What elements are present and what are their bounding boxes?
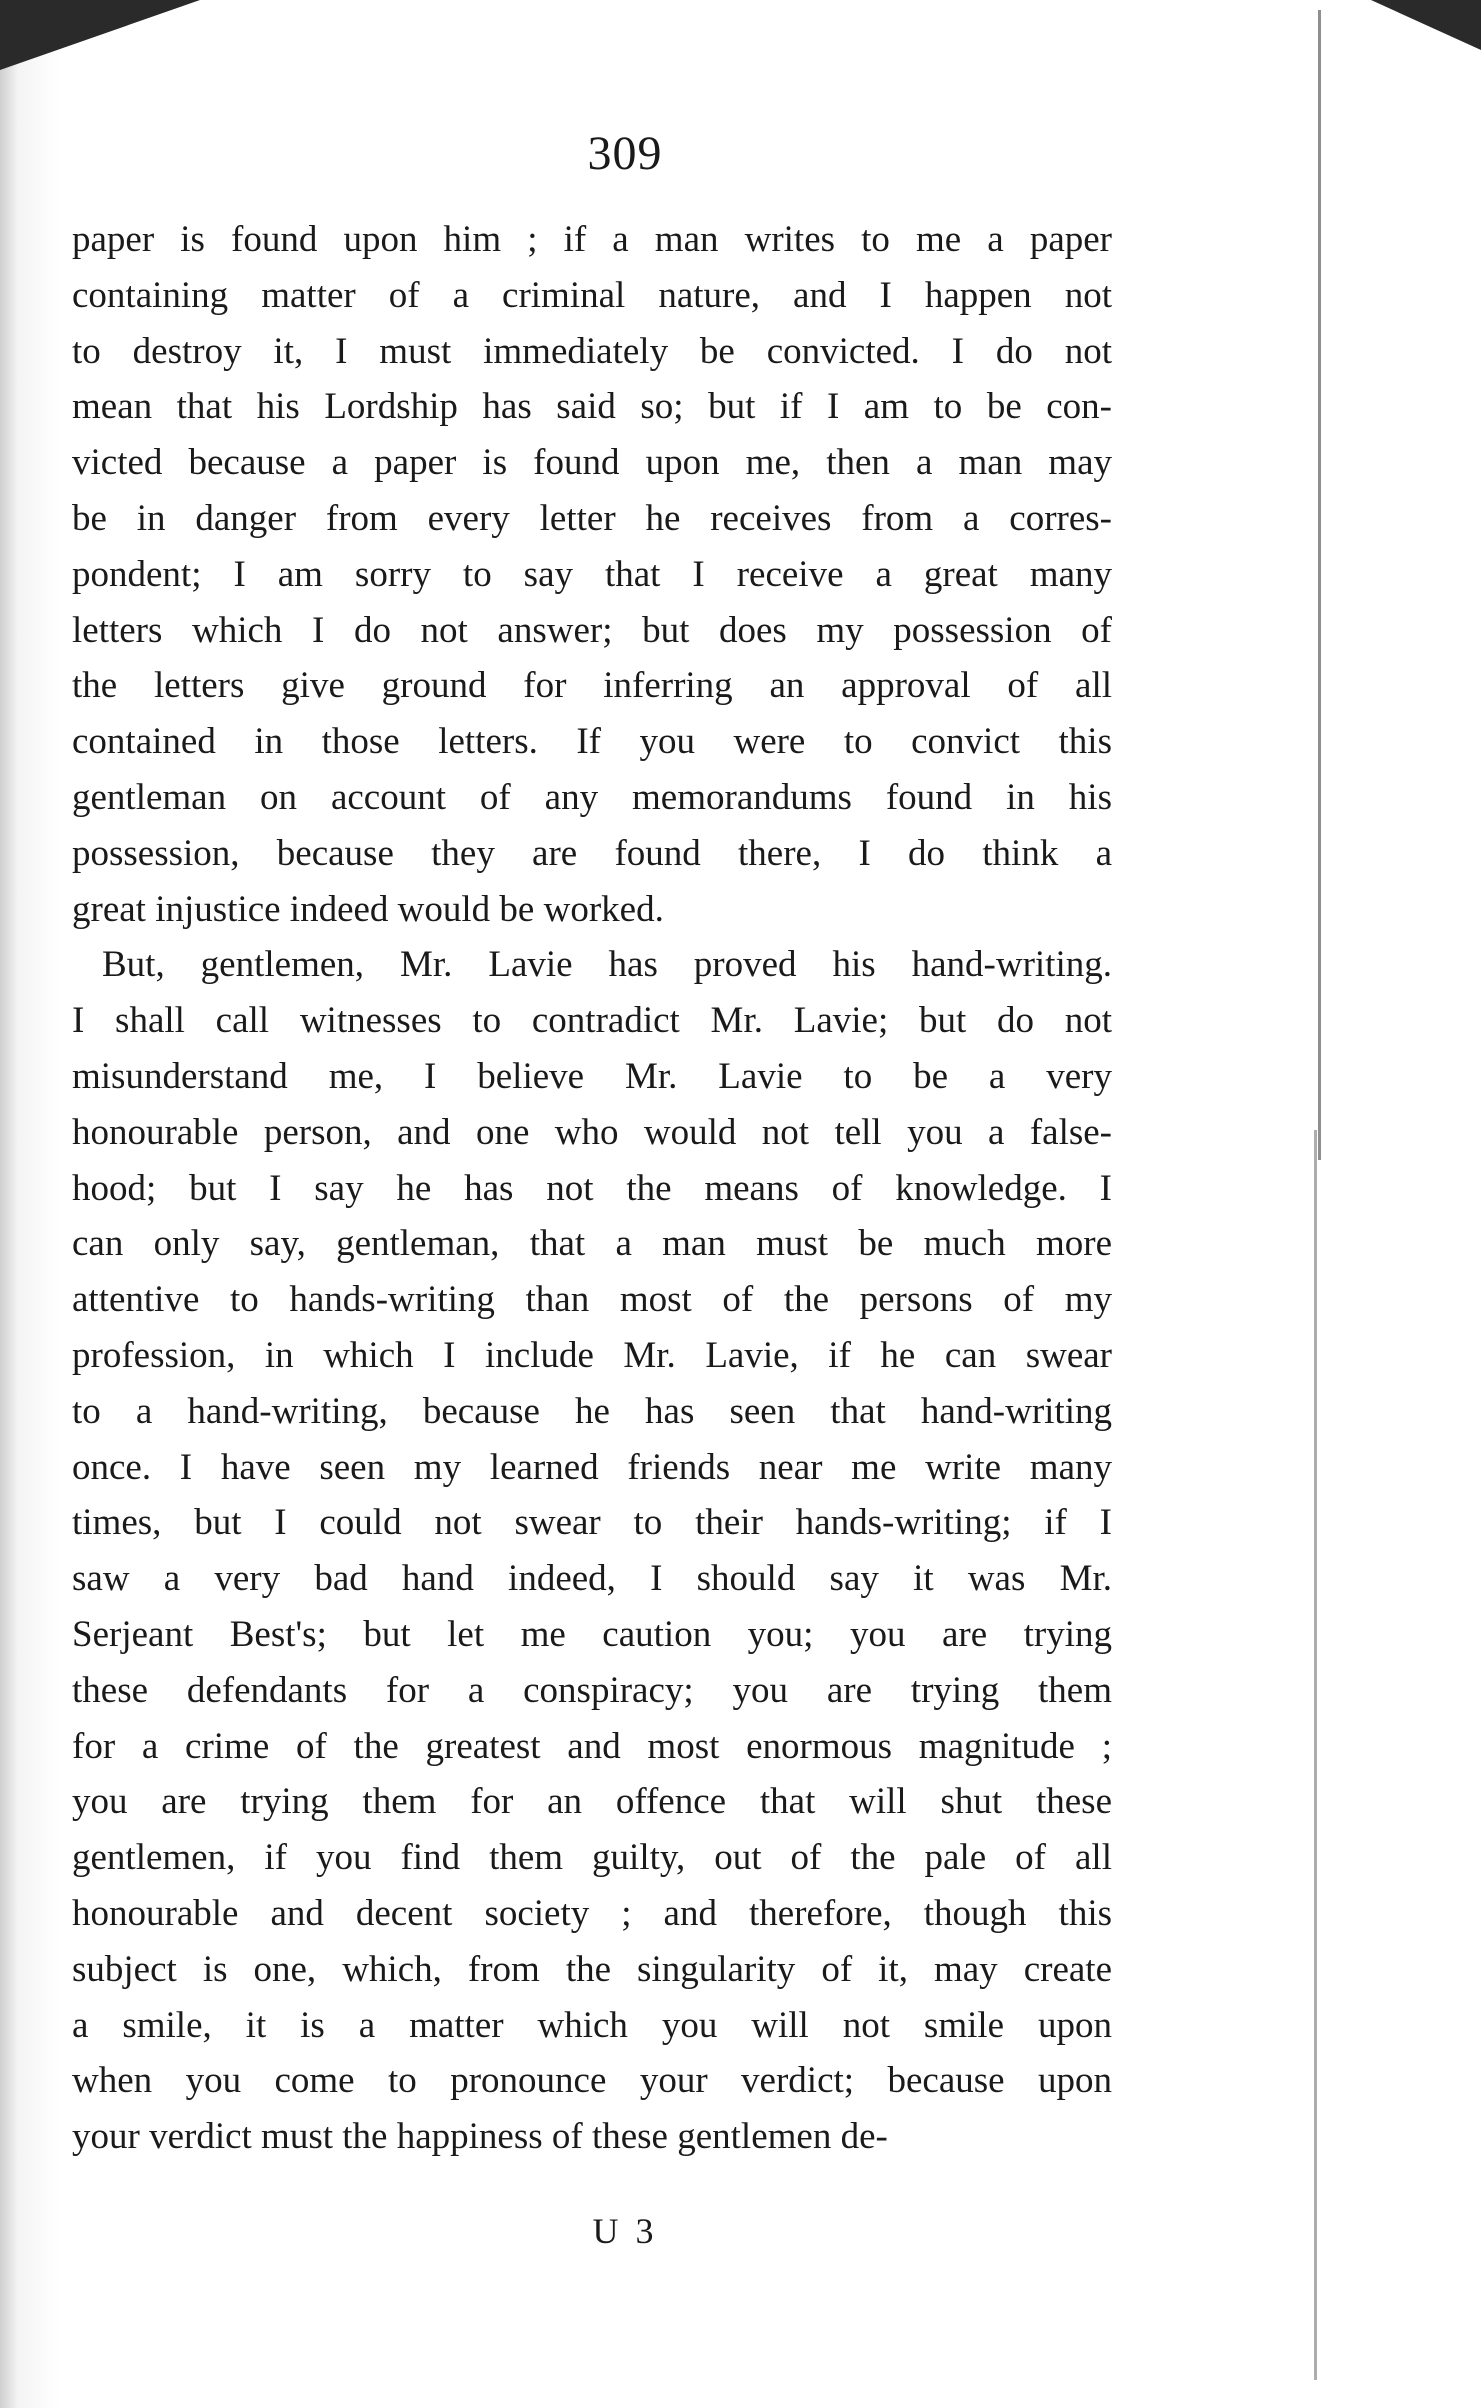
text-line: honourable and decent society ; and therefore, though this bbox=[72, 1892, 1112, 1934]
body-text bbox=[72, 212, 1112, 2165]
paragraph bbox=[72, 212, 1112, 937]
text-line: pondent; I am sorry to say that I receive a great many bbox=[72, 553, 1112, 595]
text-line: containing matter of a criminal nature, and I happen not bbox=[72, 274, 1112, 316]
text-line: the letters give ground for inferring an approval of all bbox=[72, 665, 1112, 707]
text-line: But, gentlemen, Mr. Lavie has proved his hand-writing. bbox=[102, 944, 1112, 986]
scan-left-margin-shadow bbox=[0, 0, 60, 2408]
text-line: saw a very bad hand indeed, I should say it was Mr. bbox=[72, 1558, 1112, 1600]
text-line: Serjeant Best's; but let me caution you; you are trying bbox=[72, 1613, 1112, 1655]
text-line: these defendants for a conspiracy; you are trying them bbox=[72, 1669, 1112, 1711]
text-line: contained in those letters. If you were to convict this bbox=[72, 721, 1112, 763]
text-line: gentleman on account of any memorandums found in his bbox=[72, 776, 1112, 818]
page-corner-shadow-left bbox=[0, 0, 200, 70]
signature-mark: U 3 bbox=[592, 2211, 658, 2251]
text-line: for a crime of the greatest and most enormous magnitude ; bbox=[72, 1725, 1112, 1767]
text-line: your verdict must the happiness of these gentlemen de- bbox=[72, 2116, 888, 2158]
text-line: possession, because they are found there, I do think a bbox=[72, 832, 1112, 874]
text-line: you are trying them for an offence that will shut these bbox=[72, 1781, 1112, 1823]
text-line: subject is one, which, from the singularity of it, may create bbox=[72, 1948, 1112, 1990]
page-number: 309 bbox=[587, 127, 663, 180]
text-line: once. I have seen my learned friends near me write many bbox=[72, 1446, 1112, 1488]
text-line: to a hand-writing, because he has seen that hand-writing bbox=[72, 1390, 1112, 1432]
text-line: when you come to pronounce your verdict; because upon bbox=[72, 2060, 1112, 2102]
text-line: profession, in which I include Mr. Lavie, if he can swear bbox=[72, 1334, 1112, 1376]
text-line: can only say, gentleman, that a man must be much more bbox=[72, 1223, 1112, 1265]
text-line: hood; but I say he has not the means of knowledge. I bbox=[72, 1167, 1112, 1209]
text-line: attentive to hands-writing than most of the persons of my bbox=[72, 1279, 1112, 1321]
text-line: letters which I do not answer; but does my possession of bbox=[72, 609, 1112, 651]
text-line: mean that his Lordship has said so; but if I am to be con- bbox=[72, 386, 1112, 428]
text-line: to destroy it, I must immediately be convicted. I do not bbox=[72, 330, 1112, 372]
page-corner-shadow-right bbox=[1371, 0, 1481, 50]
text-line: times, but I could not swear to their hands-writing; if I bbox=[72, 1502, 1112, 1544]
page-edge-line bbox=[1318, 10, 1321, 1160]
text-line: gentlemen, if you find them guilty, out of the pale of all bbox=[72, 1837, 1112, 1879]
paragraph bbox=[72, 937, 1112, 2165]
text-line: paper is found upon him ; if a man writes to me a paper bbox=[72, 219, 1112, 260]
text-line: great injustice indeed would be worked. bbox=[72, 888, 664, 930]
text-line: a smile, it is a matter which you will not smile upon bbox=[72, 2004, 1112, 2046]
text-line: I shall call witnesses to contradict Mr. Lavie; but do not bbox=[72, 1000, 1112, 1042]
text-line: honourable person, and one who would not tell you a false- bbox=[72, 1111, 1112, 1153]
text-line: victed because a paper is found upon me, then a man may bbox=[72, 442, 1112, 484]
page-edge-line-lower bbox=[1314, 1130, 1317, 2380]
text-line: be in danger from every letter he receives from a corres- bbox=[72, 497, 1112, 539]
text-line: misunderstand me, I believe Mr. Lavie to be a very bbox=[72, 1055, 1112, 1097]
